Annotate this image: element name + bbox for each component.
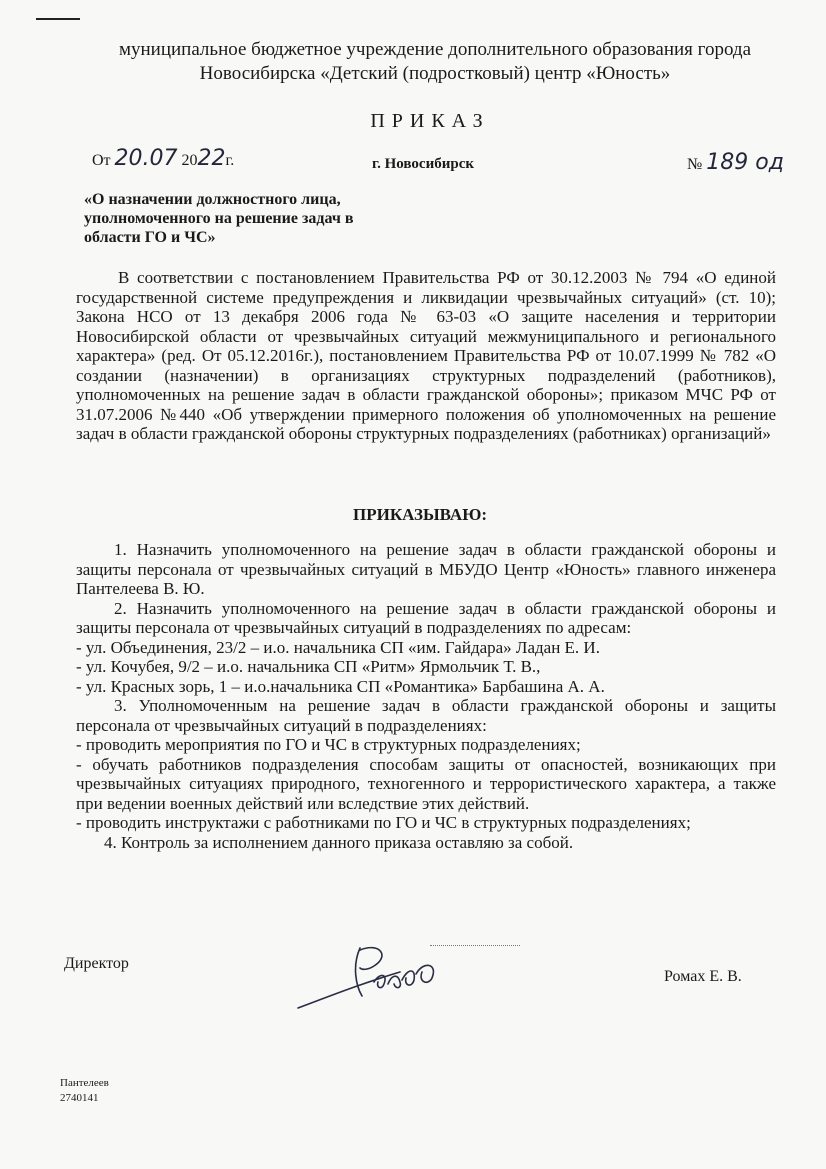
- order-item-3-duty-1: - проводить мероприятия по ГО и ЧС в структурных подразделениях;: [76, 735, 581, 754]
- number-prefix: №: [687, 156, 703, 173]
- order-item-2-address-1: - ул. Объединения, 23/2 – и.о. начальника СП «им. Гайдара» Ладан Е. И.: [76, 637, 600, 657]
- order-item-4: 4. Контроль за исполнением данного приказа оставляю за собой.: [104, 832, 574, 852]
- preamble-paragraph: В соответствии с постановлением Правительства РФ от 30.12.2003 № 794 «О единой государственной системе предупреждения и ликвидации чрезвычайных ситуаций» (ст. 10); Закона НСО от 13 декабря 2006 года № 63-03 «О защите населения и территории Новосибирской области от чрезвычайных ситуаций межмуниципального и регионального характера» (ред. От 05.12.2016г.), постановлением Правительства РФ от 10.07.1999 № 782 «О создании (назначении) в организациях структурных подразделений (работников), уполномоченных на решение задач в области гражданской обороны»; приказом МЧС РФ от 31.07.2006 №440 «Об утверждении примерного положения об уполномоченных на решение задач в области гражданской обороны структурных подразделениях (работниках) организаций»: [76, 268, 776, 443]
- date-year-handwritten: 22: [197, 146, 226, 171]
- subject-line-2: уполномоченного на решение задач в: [84, 210, 354, 227]
- order-item-3: 3. Уполномоченным на решение задач в области гражданской обороны и защиты персонала от чрезвычайных ситуаций в подразделениях:: [76, 696, 776, 735]
- date-year-prefix: 20: [181, 152, 198, 169]
- order-item-2-address-3: - ул. Красных зорь, 1 – и.о.начальника СП «Романтика» Барбашина А. А.: [76, 676, 605, 696]
- number-handwritten: 189 од: [706, 150, 784, 175]
- order-item-2-address-2: - ул. Кочубея, 9/2 – и.о. начальника СП «Ритм» Ярмольчик Т. В.,: [76, 657, 541, 676]
- date-suffix: г.: [225, 152, 235, 169]
- order-heading: ПРИКАЗЫВАЮ:: [352, 505, 488, 524]
- handwritten-signature: [290, 938, 460, 1018]
- executor-name: Пантелеев: [60, 1077, 109, 1089]
- executor-footer: [60, 1076, 109, 1106]
- date-day-month-handwritten: 20.07: [114, 146, 178, 171]
- order-item-1: 1. Назначить уполномоченного на решение задач в области гражданской обороны и защиты персонала от чрезвычайных ситуаций в МБУДО Центр «Юность» главного инженера Пантелеева В. Ю.: [76, 540, 776, 598]
- corner-mark: [36, 18, 80, 20]
- document-title: ПРИКАЗ: [370, 110, 490, 132]
- date-prefix: От: [92, 152, 111, 169]
- order-item-3-duty-3: - проводить инструктажи с работниками по ГО и ЧС в структурных подразделениях;: [76, 813, 691, 832]
- organization-line-1: муниципальное бюджетное учреждение дополнительного образования города: [118, 39, 752, 60]
- order-subject: [84, 190, 414, 247]
- subject-line-1: «О назначении должностного лица,: [84, 191, 341, 208]
- order-date: [92, 146, 234, 171]
- subject-line-3: области ГО и ЧС»: [84, 229, 216, 246]
- organization-header: [100, 38, 770, 86]
- signatory-name: Ромах Е. В.: [664, 968, 742, 985]
- organization-line-2: Новосибирска «Детский (подростковый) центр «Юность»: [199, 63, 671, 84]
- order-number: [687, 150, 784, 175]
- signatory-role: Директор: [64, 955, 129, 972]
- order-item-3-duty-2: - обучать работников подразделения способам защиты от опасностей, возникающих при чрезвычайных ситуациях природного, техногенного и террористического характера, а также при ведении военных действий или вследствие этих действий.: [76, 754, 776, 813]
- executor-phone: 2740141: [60, 1092, 99, 1104]
- order-items: [76, 540, 776, 852]
- city: г. Новосибирск: [372, 156, 474, 172]
- order-item-2: 2. Назначить уполномоченного на решение задач в области гражданской обороны и защиты персонала от чрезвычайных ситуаций в подразделениях по адресам:: [76, 598, 776, 637]
